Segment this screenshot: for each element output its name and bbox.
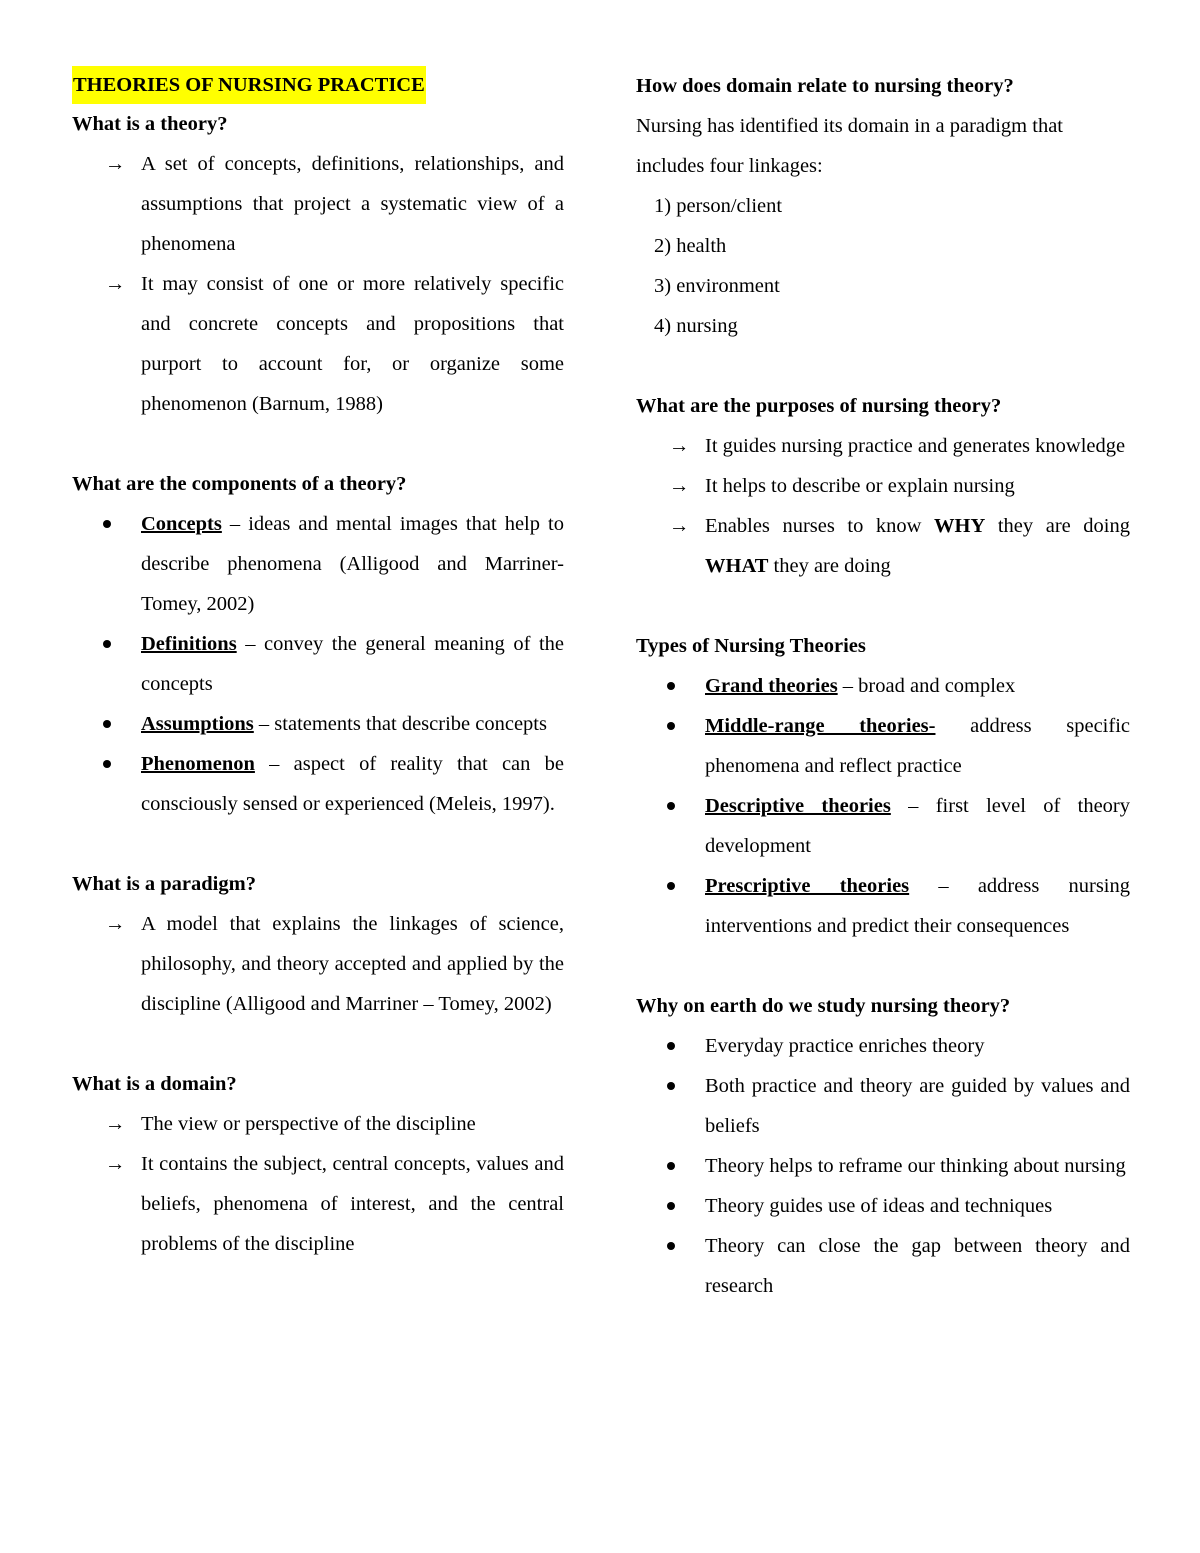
list-item: Theory can close the gap between theory and research [636, 1226, 1130, 1306]
bullet-icon [103, 720, 111, 728]
bullet-icon [667, 1042, 675, 1050]
why-study-list [636, 1026, 1130, 1306]
bullet-icon [103, 640, 111, 648]
heading-what-is-theory: What is a theory? [72, 113, 228, 135]
bullet-icon [667, 1082, 675, 1090]
purposes-list [636, 426, 1130, 586]
list-item: Both practice and theory are guided by values and beliefs [636, 1066, 1130, 1146]
list-item: Theory guides use of ideas and techniques [636, 1186, 1130, 1226]
list-item: 4) nursing [654, 315, 738, 337]
list-item: Theory helps to reframe our thinking about nursing [636, 1146, 1130, 1186]
bullet-icon [667, 682, 675, 690]
bullet-icon [103, 760, 111, 768]
left-column [72, 66, 564, 1264]
list-item: 2) health [654, 235, 727, 257]
heading-paradigm: What is a paradigm? [72, 873, 256, 895]
list-item: Everyday practice enriches theory [636, 1026, 1130, 1066]
heading-domain-relation: How does domain relate to nursing theory? [636, 75, 1014, 97]
heading-types: Types of Nursing Theories [636, 635, 866, 657]
list-item: Concepts – ideas and mental images that help to describe phenomena (Alligood and Marriner-Tomey, 2002) [72, 504, 564, 624]
bullet-icon [667, 882, 675, 890]
arrow-icon: → [105, 273, 126, 295]
linkages-list [636, 186, 1130, 346]
bullet-icon [667, 722, 675, 730]
list-item: Phenomenon – aspect of reality that can be consciously sensed or experienced (Meleis, 1997). [72, 744, 564, 824]
domain-list [72, 1104, 564, 1264]
bullet-icon [667, 1202, 675, 1210]
domain-relation-intro: Nursing has identified its domain in a paradigm that includes four linkages: [636, 115, 1063, 177]
list-item: 3) environment [654, 275, 780, 297]
arrow-icon: → [105, 913, 126, 935]
list-item: Prescriptive theories – address nursing interventions and predict their consequences [636, 866, 1130, 946]
arrow-icon: → [105, 153, 126, 175]
list-item: → The view or perspective of the discipline [72, 1104, 564, 1144]
components-list [72, 504, 564, 824]
right-column [636, 66, 1130, 1306]
list-item: → Enables nurses to know WHY they are doing WHAT they are doing [636, 506, 1130, 586]
list-item: → It may consist of one or more relatively specific and concrete concepts and propositions that purport to account for, or organize some phenomenon (Barnum, 1988) [72, 264, 564, 424]
list-item: → It guides nursing practice and generates knowledge [636, 426, 1130, 466]
arrow-icon: → [669, 515, 690, 537]
heading-domain: What is a domain? [72, 1073, 237, 1095]
list-item: Assumptions – statements that describe concepts [72, 704, 564, 744]
list-item: Descriptive theories – first level of theory development [636, 786, 1130, 866]
document-title: THEORIES OF NURSING PRACTICE [72, 66, 426, 104]
bullet-icon [667, 802, 675, 810]
arrow-icon: → [105, 1153, 126, 1175]
heading-why-study: Why on earth do we study nursing theory? [636, 995, 1011, 1017]
heading-purposes: What are the purposes of nursing theory? [636, 395, 1002, 417]
bullet-icon [667, 1162, 675, 1170]
list-item: Definitions – convey the general meaning of the concepts [72, 624, 564, 704]
list-item: → A model that explains the linkages of science, philosophy, and theory accepted and applied by the discipline (Alligood and Marriner – Tomey, 2002) [72, 904, 564, 1024]
list-item: Middle-range theories- address specific phenomena and reflect practice [636, 706, 1130, 786]
list-item: → It helps to describe or explain nursing [636, 466, 1130, 506]
list-item: → A set of concepts, definitions, relationships, and assumptions that project a systematic view of a phenomena [72, 144, 564, 264]
types-list [636, 666, 1130, 946]
bullet-icon [667, 1242, 675, 1250]
list-item: 1) person/client [654, 195, 783, 217]
arrow-icon: → [669, 435, 690, 457]
heading-components: What are the components of a theory? [72, 473, 407, 495]
theory-definition-list [72, 144, 564, 424]
list-item: → It contains the subject, central concepts, values and beliefs, phenomena of interest, and the central problems of the discipline [72, 1144, 564, 1264]
arrow-icon: → [105, 1113, 126, 1135]
arrow-icon: → [669, 475, 690, 497]
bullet-icon [103, 520, 111, 528]
paradigm-list [72, 904, 564, 1024]
list-item: Grand theories – broad and complex [636, 666, 1130, 706]
